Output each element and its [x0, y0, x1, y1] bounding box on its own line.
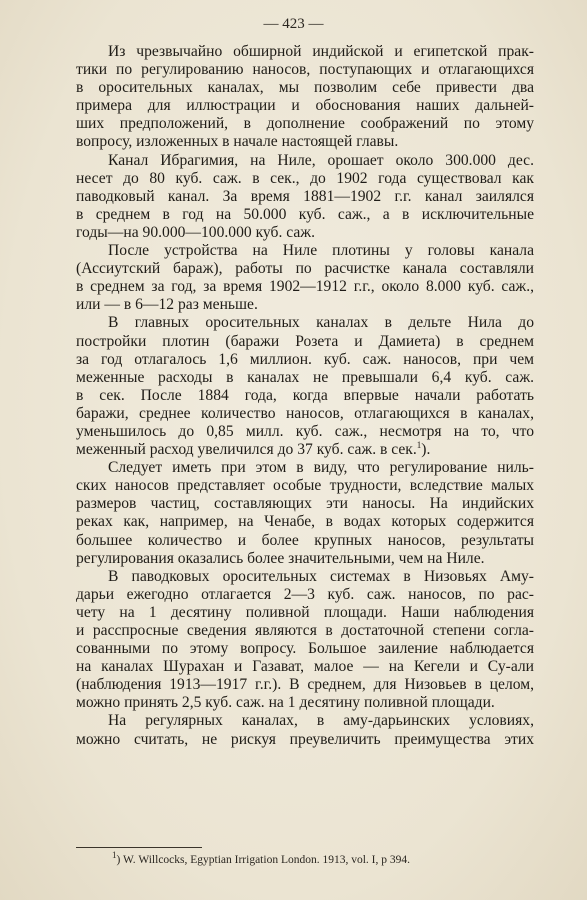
- text-line: В главных оросительных каналах в дельте Нила до: [108, 314, 534, 332]
- text-line: баражи, среднее количество наносов, отлагающихся в каналах,: [76, 404, 534, 422]
- paragraph-2: [76, 152, 534, 242]
- text-line: в среднем за год, за время 1902—1912 г.г., около 8.000 куб. саж.,: [76, 278, 534, 296]
- text-line: можно считать, не рискуя преувеличить преимущества этих: [76, 730, 534, 748]
- text-line: тики по регулированию наносов, поступающих и отлагающихся: [76, 61, 534, 79]
- text-line: В паводковых оросительных системах в Низовьях Аму-: [108, 567, 534, 585]
- text-line: Следует иметь при этом в виду, что регулирование ниль-: [108, 459, 534, 477]
- text-line: примера для иллюстрации и обоснования наших дальней-: [76, 97, 534, 115]
- text-line: большее количество и более крупных наносов, результаты: [76, 531, 534, 549]
- text-line: постройки плотин (баражи Розета и Дамиета) в среднем: [76, 332, 534, 350]
- text-line: На регулярных каналах, в аму-дарьинских условиях,: [108, 712, 534, 730]
- text-line-content: меженный расход увеличился до 37 куб. саж. в сек.: [76, 441, 417, 459]
- page-number: — 423 —: [263, 16, 324, 32]
- text-line: чету на 1 десятину поливной площади. Наши наблюдения: [76, 603, 534, 621]
- text-line: годы—на 90.000—100.000 куб. саж.: [76, 223, 315, 241]
- text-line: После устройства на Ниле плотины у головы канала: [108, 242, 534, 260]
- text-line: регулирования оказались более значительными, чем на Ниле.: [76, 549, 485, 567]
- text-line: или — в 6—12 раз меньше.: [76, 296, 258, 314]
- text-line: Канал Ибрагимия, на Ниле, орошает около 300.000 дес.: [108, 151, 534, 169]
- paragraph-3: [76, 242, 534, 314]
- text-line: (наблюдения 1913—1917 г.г.). В среднем, для Низовьев в целом,: [76, 676, 534, 694]
- main-text: [76, 43, 534, 749]
- footnote-text: ) W. Willcocks, Egyptian Irrigation London. 1913, vol. I, p 394.: [116, 854, 410, 866]
- text-line: в среднем в год на 50.000 куб. саж., а в исключительные: [76, 205, 534, 223]
- text-line: размеров частиц, составляющих эти наносы. На индийских: [76, 495, 534, 513]
- text-line: на каналах Шурахан и Газават, малое — на Кегели и Су-али: [76, 658, 534, 676]
- text-line: дарьи ежегодно отлагается 2—3 куб. саж. наносов, по рас-: [76, 585, 534, 603]
- paragraph-5: [76, 459, 534, 568]
- text-line: в сек. После 1884 года, когда впервые начали работать: [76, 386, 534, 404]
- text-line: Из чрезвычайно обширной индийской и египетской прак-: [108, 43, 534, 60]
- paragraph-6: [76, 568, 534, 713]
- text-line: за год отлагалось 1,6 миллион. куб. саж. наносов, при чем: [76, 350, 534, 368]
- text-line: паводковый канал. За время 1881—1902 г.г. канал заилялся: [76, 187, 534, 205]
- text-line: ших предположений, в дополнение соображений по этому: [76, 115, 534, 133]
- text-line-tail: ).: [421, 441, 431, 459]
- text-line: (Ассиутский бараж), работы по расчистке канала составляли: [76, 260, 534, 278]
- footnote-divider: [76, 847, 202, 848]
- paragraph-4: [76, 314, 534, 459]
- text-line: меженные расходы в каналах не превышали 6,4 куб. саж.: [76, 368, 534, 386]
- text-line: несет до 80 куб. саж. в сек., до 1902 года существовал как: [76, 169, 534, 187]
- text-line: реках как, например, на Ченабе, в водах которых содержится: [76, 513, 534, 531]
- text-line: сованными по этому вопросу. Большое заиление наблюдается: [76, 640, 534, 658]
- footnote: [112, 850, 410, 867]
- footnote-number: 1: [112, 850, 117, 861]
- text-line: и расспросные сведения являются в достаточной степени согла-: [76, 622, 534, 639]
- paragraph-1: [76, 43, 534, 152]
- footnote-marker[interactable]: 1: [416, 439, 422, 450]
- text-line: в оросительных каналах, мы позволим себе привести два: [76, 79, 534, 97]
- text-line: ских наносов представляет особые трудности, вследствие малых: [76, 477, 534, 495]
- text-line: [76, 441, 534, 459]
- text-line: вопросу, изложенных в начале настоящей главы.: [76, 133, 399, 151]
- text-line: можно принять 2,5 куб. саж. на 1 десятину поливной площади.: [76, 694, 495, 712]
- text-line: уменьшилось до 0,85 милл. куб. саж., несмотря на то, что: [76, 422, 534, 440]
- paragraph-7: [76, 712, 534, 748]
